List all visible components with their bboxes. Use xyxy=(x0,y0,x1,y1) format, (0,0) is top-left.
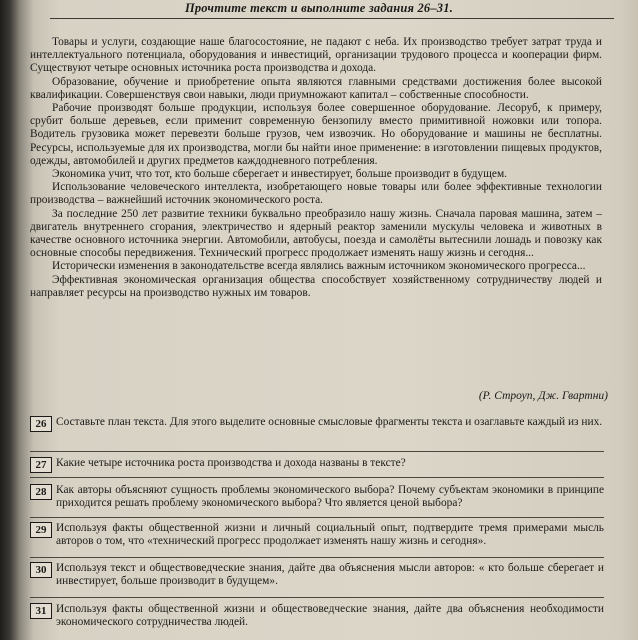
task-text: Какие четыре источника роста производства и дохода названы в тексте? xyxy=(56,457,406,469)
task-divider xyxy=(30,477,604,478)
text-paragraph: Товары и услуги, создающие наше благосостояние, не падают с неба. Их производство требует затрат труда и интеллектуального потенциала, оборудования и инвестиций, организации трудового процесса и кооперации фирм. Существуют четыре основных источника роста производства и дохода. xyxy=(30,36,602,75)
task-number: 26 xyxy=(30,416,52,432)
task-number: 27 xyxy=(30,457,52,473)
source-text xyxy=(30,36,602,300)
task-text: Используя факты общественной жизни и обществоведческие знания, дайте два объяснения необходимости экономического сотрудничества людей. xyxy=(56,603,604,629)
task-divider xyxy=(30,517,604,518)
text-paragraph: Использование человеческого интеллекта, изобретающего новые товары или более эффективные технологии производства – важнейший источник экономического роста. xyxy=(30,181,602,207)
task-number: 29 xyxy=(30,522,52,538)
task-text: Используя факты общественной жизни и личный социальный опыт, подтвердите тремя примерами мысль авторов о том, что «технический прогресс продолжает изменять нашу жизнь и сегодня». xyxy=(56,522,604,548)
header-divider xyxy=(50,18,614,19)
task-text: Используя текст и обществоведческие знания, дайте два объяснения мысли авторов: « кто больше сберегает и инвестирует, больше производит в будущем». xyxy=(56,562,604,588)
task-text: Составьте план текста. Для этого выделите основные смысловые фрагменты текста и озаглавьте каждый из них. xyxy=(56,416,603,428)
task-text: Как авторы объясняют сущность проблемы экономического выбора? Почему субъектам экономики в принципе приходится решать проблему экономического выбора? Что является ценой выбора? xyxy=(56,484,604,510)
text-author: (Р. Строуп, Дж. Гвартни) xyxy=(478,390,608,402)
text-paragraph: Эффективная экономическая организация общества способствует хозяйственному сотрудничеству людей и направляет ресурсы на производство нужных им товаров. xyxy=(30,273,602,299)
text-paragraph: За последние 250 лет развитие техники буквально преобразило нашу жизнь. Сначала паровая машина, затем – двигатель внутреннего сгорания, электричество и ядерный реактор заменили мускулы человека и животных в качестве основного источника энергии. Автомобили, автобусы, поезда и самолёты вытеснили лошадь и повозку как основные способы передвижения. Технический прогресс продолжает изменять нашу жизнь и сегодня... xyxy=(30,207,602,260)
task-number: 31 xyxy=(30,603,52,619)
text-paragraph: Экономика учит, что тот, кто больше сберегает и инвестирует, больше производит в будущем. xyxy=(52,168,508,181)
task-number: 28 xyxy=(30,484,52,500)
task-item xyxy=(30,416,604,429)
task-divider xyxy=(30,557,604,558)
text-paragraph: Рабочие производят больше продукции, используя более совершенное оборудование. Лесоруб, к примеру, срубит больше деревьев, если применит современную бензопилу вместо примитивной ножовки или топора. Водитель грузовика может перевезти больше грузов, чем извозчик. Но оборудование и машины не бесплатны. Ресурсы, используемые для их производства, могли бы найти иное применение: в изготовлении пищевых продуктов, одежды, автомобилей и других предметов каждодневного потребления. xyxy=(30,102,602,167)
task-divider xyxy=(30,597,604,598)
text-paragraph: Образование, обучение и приобретение опыта являются главными средствами достижения более высокой квалификации. Совершенствуя свои навыки, люди приумножают капитал – собственные способности. xyxy=(30,75,602,101)
task-item xyxy=(30,522,604,549)
page-title: Прочтите текст и выполните задания 26–31. xyxy=(184,1,454,15)
task-item xyxy=(30,603,604,630)
task-item xyxy=(30,562,604,589)
task-item xyxy=(30,457,604,470)
task-item xyxy=(30,484,604,511)
text-paragraph: Исторически изменения в законодательстве всегда являлись важным источником экономического прогресса... xyxy=(52,260,586,273)
task-number: 30 xyxy=(30,562,52,578)
task-divider xyxy=(30,451,604,452)
